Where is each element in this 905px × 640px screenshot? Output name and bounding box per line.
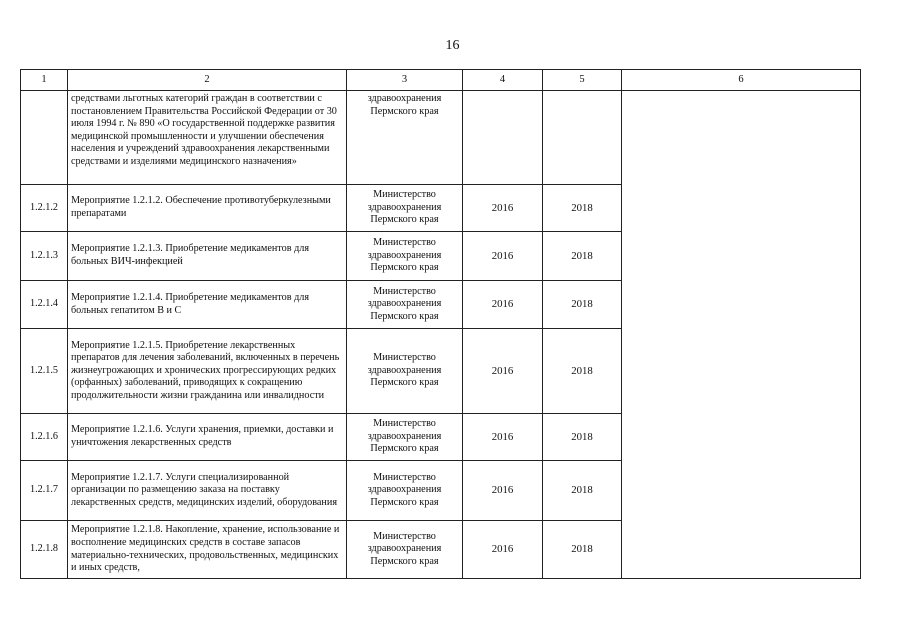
start-year: 2016 — [463, 414, 543, 461]
measure-description: Мероприятие 1.2.1.4. Приобретение медикаментов для больных гепатитом В и С — [68, 281, 347, 329]
responsible-executor: Министерство здравоохранения Пермского края — [347, 461, 463, 521]
end-year: 2018 — [543, 232, 622, 281]
header-col-2: 2 — [68, 70, 347, 91]
header-col-5: 5 — [543, 70, 622, 91]
responsible-executor: Министерство здравоохранения Пермского края — [347, 232, 463, 281]
end-year — [543, 91, 622, 185]
start-year: 2016 — [463, 329, 543, 414]
start-year: 2016 — [463, 281, 543, 329]
responsible-executor: Министерство здравоохранения Пермского края — [347, 329, 463, 414]
start-year: 2016 — [463, 521, 543, 579]
row-number: 1.2.1.3 — [21, 232, 68, 281]
end-year: 2018 — [543, 414, 622, 461]
table-row — [21, 91, 861, 185]
table-header-row — [21, 70, 861, 91]
start-year — [463, 91, 543, 185]
measure-description: Мероприятие 1.2.1.8. Накопление, хранение, использование и восполнение медицинских средств в составе запасов материально-технических, продовольственных, медицинских и иных средств, — [68, 521, 347, 579]
end-year: 2018 — [543, 281, 622, 329]
measure-description: Мероприятие 1.2.1.2. Обеспечение противотуберкулезными препаратами — [68, 185, 347, 232]
row-number: 1.2.1.7 — [21, 461, 68, 521]
measure-description: средствами льготных категорий граждан в соответствии с постановлением Правительства Российской Федерации от 30 июля 1994 г. № 890 «О государственной поддержке развития медицинской промышленности и улучшении обеспечения населения и учреждений здравоохранения лекарственными средствами и изделиями медицинского назначения» — [68, 91, 347, 185]
page-number: 16 — [445, 38, 460, 53]
responsible-executor: Министерство здравоохранения Пермского края — [347, 521, 463, 579]
header-col-3: 3 — [347, 70, 463, 91]
col6-empty-cell — [622, 91, 861, 579]
row-number: 1.2.1.5 — [21, 329, 68, 414]
measure-description: Мероприятие 1.2.1.6. Услуги хранения, приемки, доставки и уничтожения лекарственных средств — [68, 414, 347, 461]
start-year: 2016 — [463, 232, 543, 281]
header-col-4: 4 — [463, 70, 543, 91]
measure-description: Мероприятие 1.2.1.3. Приобретение медикаментов для больных ВИЧ-инфекцией — [68, 232, 347, 281]
row-number: 1.2.1.4 — [21, 281, 68, 329]
row-number: 1.2.1.8 — [21, 521, 68, 579]
row-number: 1.2.1.2 — [21, 185, 68, 232]
end-year: 2018 — [543, 329, 622, 414]
header-col-6: 6 — [622, 70, 861, 91]
start-year: 2016 — [463, 185, 543, 232]
responsible-executor: Министерство здравоохранения Пермского края — [347, 281, 463, 329]
measures-table — [20, 69, 861, 579]
responsible-executor: Министерство здравоохранения Пермского края — [347, 185, 463, 232]
row-number: 1.2.1.6 — [21, 414, 68, 461]
row-number — [21, 91, 68, 185]
responsible-executor: Министерство здравоохранения Пермского края — [347, 414, 463, 461]
end-year: 2018 — [543, 185, 622, 232]
start-year: 2016 — [463, 461, 543, 521]
end-year: 2018 — [543, 521, 622, 579]
end-year: 2018 — [543, 461, 622, 521]
measure-description: Мероприятие 1.2.1.7. Услуги специализированной организации по размещению заказа на поставку лекарственных средств, медицинских изделий, оборудования — [68, 461, 347, 521]
measure-description: Мероприятие 1.2.1.5. Приобретение лекарственных препаратов для лечения заболеваний, включенных в перечень жизнеугрожающих и хронических прогрессирующих редких (орфанных) заболеваний, приводящих к сокращению продолжительности жизни гражданина или инвалидности — [68, 329, 347, 414]
header-col-1: 1 — [21, 70, 68, 91]
responsible-executor: здравоохранения Пермского края — [347, 91, 463, 185]
